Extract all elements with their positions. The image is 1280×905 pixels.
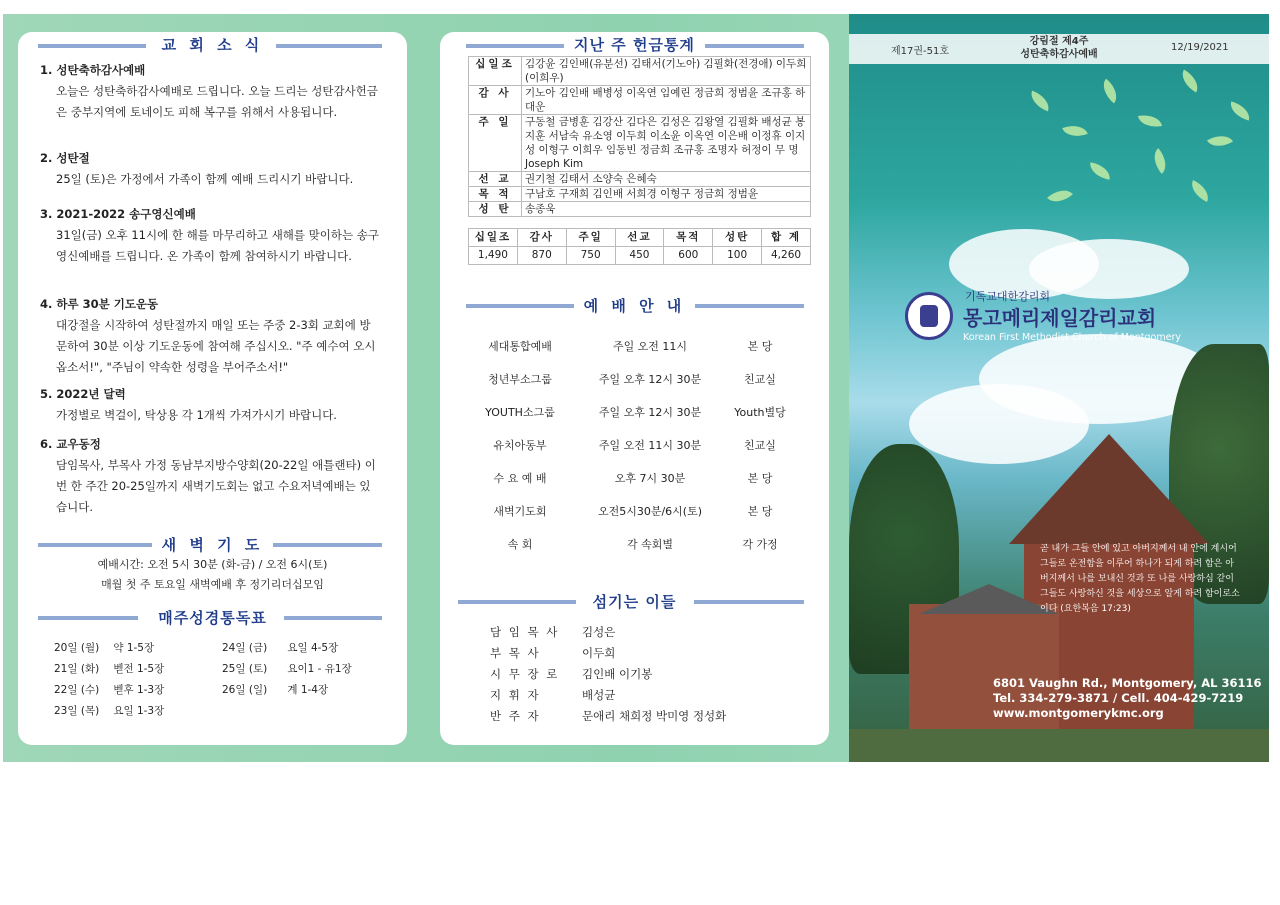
- bulletin-date: 12/19/2021: [1171, 42, 1229, 53]
- news-item: [40, 60, 380, 130]
- news-heading: 1. 성탄축하감사예배: [40, 63, 146, 77]
- offering-row: 목 적 구남호 구재희 김인배 서희경 이형구 정금희 정범윤: [469, 187, 811, 202]
- church-roof: [1009, 434, 1209, 544]
- cover-header-bar: [849, 34, 1269, 64]
- bible-title: 매주성경통독표: [18, 607, 407, 628]
- news-item: [40, 384, 380, 428]
- news-item: [40, 434, 380, 514]
- leaf-shape: [1148, 148, 1173, 174]
- offering-summary: [468, 228, 811, 265]
- website: www.montgomerykmc.org: [993, 706, 1164, 720]
- bible-row: 23일 (목) 요일 1-3장: [54, 705, 165, 717]
- leaf-shape: [1027, 91, 1052, 112]
- servant-row: 반 주 자 문애리 채희정 박미영 정성화: [490, 709, 727, 723]
- cloud-shape: [1029, 239, 1189, 299]
- bible-right-list: [222, 638, 392, 701]
- bible-row: 20일 (월) 약 1-5장: [54, 642, 155, 654]
- servant-row: 담 임 목 사 김성은: [490, 625, 616, 639]
- news-title: 교 회 소 식: [18, 34, 407, 55]
- leaf-shape: [1097, 79, 1123, 104]
- church-name: 몽고메리제일감리교회: [963, 306, 1157, 330]
- servant-row: 지 휘 자 배성균: [490, 688, 616, 702]
- church-logo-icon: [905, 292, 953, 340]
- dawn-title: 새 벽 기 도: [18, 534, 407, 555]
- news-body: 대강절을 시작하여 성탄절까지 매일 또는 주중 2-3회 교회에 방문하여 30분 이상 기도운동에 참여해 주십시오. "주 예수여 오시옵소서!", "주님이 약속한 성령을 부어주소서!": [56, 318, 376, 374]
- news-heading: 2. 성탄절: [40, 151, 90, 165]
- servants-list: [490, 622, 726, 727]
- denomination: 기독교대한감리회: [965, 290, 1051, 303]
- bible-row: 22일 (수) 벧후 1-3장: [54, 684, 165, 696]
- servants-title: 섬기는 이들: [440, 591, 829, 612]
- news-list: [40, 60, 380, 514]
- news-body: 담임목사, 부목사 가정 동남부지방수양회(20-22일 애틀랜타) 이번 한 주간 20-25일까지 새벽기도회는 없고 수요저녁예배는 있습니다.: [56, 458, 376, 514]
- bible-left-list: [54, 638, 224, 722]
- leaf-shape: [1062, 121, 1087, 142]
- left-panel: [18, 32, 407, 745]
- news-item: [40, 204, 380, 294]
- summary-value-row: 1,490 870 750 450 600 100 4,260: [469, 247, 811, 265]
- news-body: 25일 (토)은 가정에서 가족이 함께 예배 드리시기 바랍니다.: [56, 172, 354, 186]
- news-heading: 6. 교우동정: [40, 437, 101, 451]
- volume-number: 제17권-51호: [891, 46, 950, 57]
- offering-row: 십일조 김강윤 김인배(유분선) 김태서(기노아) 김필화(전경애) 이두희(이희우): [469, 57, 811, 86]
- offering-row: 선 교 권기철 김태서 소양숙 은혜숙: [469, 172, 811, 187]
- offering-row: 주 일 구동철 금병훈 김강산 김다은 김성은 김왕열 김필화 배성균 봉지훈 서남숙 유소영 이두희 이소윤 이옥연 이은배 이정휴 이지성 이형구 이희우 임동빈 정금희 조규홍 조명자 허정이 무 명 Joseph Kim: [469, 115, 811, 172]
- address: 6801 Vaughn Rd., Montgomery, AL 36116: [993, 676, 1262, 690]
- scripture-verse: 곧 내가 그들 안에 있고 아버지께서 내 안에 계시어 그들로 온전함을 이루어 하나가 되게 하려 함은 아버지께서 나를 보내신 것과 또 나를 사랑하심 같이 그들도 사랑하신 것을 세상으로 알게 하려 함이로소이다 (요한복음 17:23): [1040, 544, 1240, 614]
- offering-table: [468, 56, 811, 217]
- leaf-shape: [1177, 69, 1203, 92]
- phone: Tel. 334-279-3871 / Cell. 404-429-7219: [993, 691, 1244, 705]
- worship-title: 예 배 안 내: [440, 295, 829, 316]
- annex-roof: [919, 584, 1059, 614]
- news-heading: 5. 2022년 달력: [40, 387, 126, 401]
- offering-row: 성 탄 송종욱: [469, 202, 811, 217]
- servant-row: 부 목 사 이두희: [490, 646, 616, 660]
- news-item: [40, 294, 380, 384]
- bible-row: 26일 (일) 계 1-4장: [222, 684, 329, 696]
- news-body: 31일(금) 오후 11시에 한 해를 마무리하고 새해를 맞이하는 송구영신예배를 드립니다. 온 가족이 함께 참여하시기 바랍니다.: [56, 228, 379, 263]
- summary-header-row: 십일조 감사 주일 선교 목적 성탄 합 계: [469, 229, 811, 247]
- news-heading: 4. 하루 30분 기도운동: [40, 297, 159, 311]
- news-item: [40, 148, 380, 192]
- dawn-note: 매월 첫 주 토요일 새벽예배 후 정기리더십모임: [101, 578, 324, 591]
- leaf-shape: [1088, 162, 1112, 180]
- news-body: 오늘은 성탄축하감사예배로 드립니다. 오늘 드리는 성탄감사헌금은 중부지역에 토네이도 피해 복구를 위해서 사용됩니다.: [56, 84, 378, 119]
- leaf-shape: [1187, 180, 1213, 202]
- contact-info: [993, 676, 1262, 721]
- bible-row: 25일 (토) 요이1 - 유1장: [222, 663, 352, 675]
- bible-row: 24일 (금) 요일 4-5장: [222, 642, 339, 654]
- offering-title: 지난 주 헌금통계: [440, 34, 829, 55]
- church-name-en: Korean First Methodist Church of Montgomery: [963, 332, 1181, 343]
- cover-panel: [849, 14, 1269, 762]
- news-body: 가정별로 벽걸이, 탁상용 각 1개씩 가져가시기 바랍니다.: [56, 408, 337, 422]
- service-title: 강림절 제4주 성탄축하감사예배: [1020, 36, 1098, 60]
- church-annex: [909, 604, 1059, 744]
- servant-row: 시 무 장 로 김인배 이기봉: [490, 667, 653, 681]
- lawn-shape: [849, 729, 1269, 762]
- middle-panel: 지난 주 헌금통계 십일조 김강윤 김인배(유분선) 김태서(기노아) 김필화(전경애) 이두희(이희우) 감 사 기노아 김인배 배병성 이옥연 임예린 정금희 정범윤 조규홍 하대운 주 일 구동철 금병훈 김강산 김다은 김성은 김왕열 김필화 배성균 봉지훈 서남숙 유소영 이두희 이소윤 이옥연 이은배 이정휴 이지성 이형구 이희우 임동빈 정금희 조규홍 조명자 허정이 무 명 Joseph Kim 선 교 권기철 김태서 소양숙 은혜숙 목 적 구남호 구재희 김인배 서희경 이형구 정금희 정범윤 성 탄 송종욱 십일조 감사 주일 선교 목적 성탄 합 계 1,490 870 750 450 600 100 4,260 예 배 안 내 세대통합예배 주일 오전 11시 본 당 청년부소그룹 주일 오후 12시 30분 친교실 YOUTH소그룹 주일 오후 12시 30분 Youth별당 유치아동부 주일 오전 11시 30분 친교실 수 요 예 배 오후 7시 30분 본 당 새벽기도회 오전5시30분/6시(토) 본 당 속 회 각 속회별 각 가정 섬기는 이들 담 임 목 사 김성은 부 목 사 이두희 시 무 장 로 김인배 이기봉 지 휘 자 배성균 반 주 자 문애리 채희정 박미영 정성화: [440, 32, 829, 745]
- leaf-shape: [1228, 101, 1253, 120]
- offering-row: 감 사 기노아 김인배 배병성 이옥연 임예린 정금희 정범윤 조규홍 하대운: [469, 86, 811, 115]
- dawn-time: 예배시간: 오전 5시 30분 (화-금) / 오전 6시(토): [97, 558, 328, 571]
- leaf-shape: [1138, 112, 1162, 130]
- leaf-shape: [1047, 184, 1073, 209]
- bible-row: 21일 (화) 벧전 1-5장: [54, 663, 165, 675]
- news-heading: 3. 2021-2022 송구영신예배: [40, 207, 196, 221]
- leaf-shape: [1207, 129, 1233, 152]
